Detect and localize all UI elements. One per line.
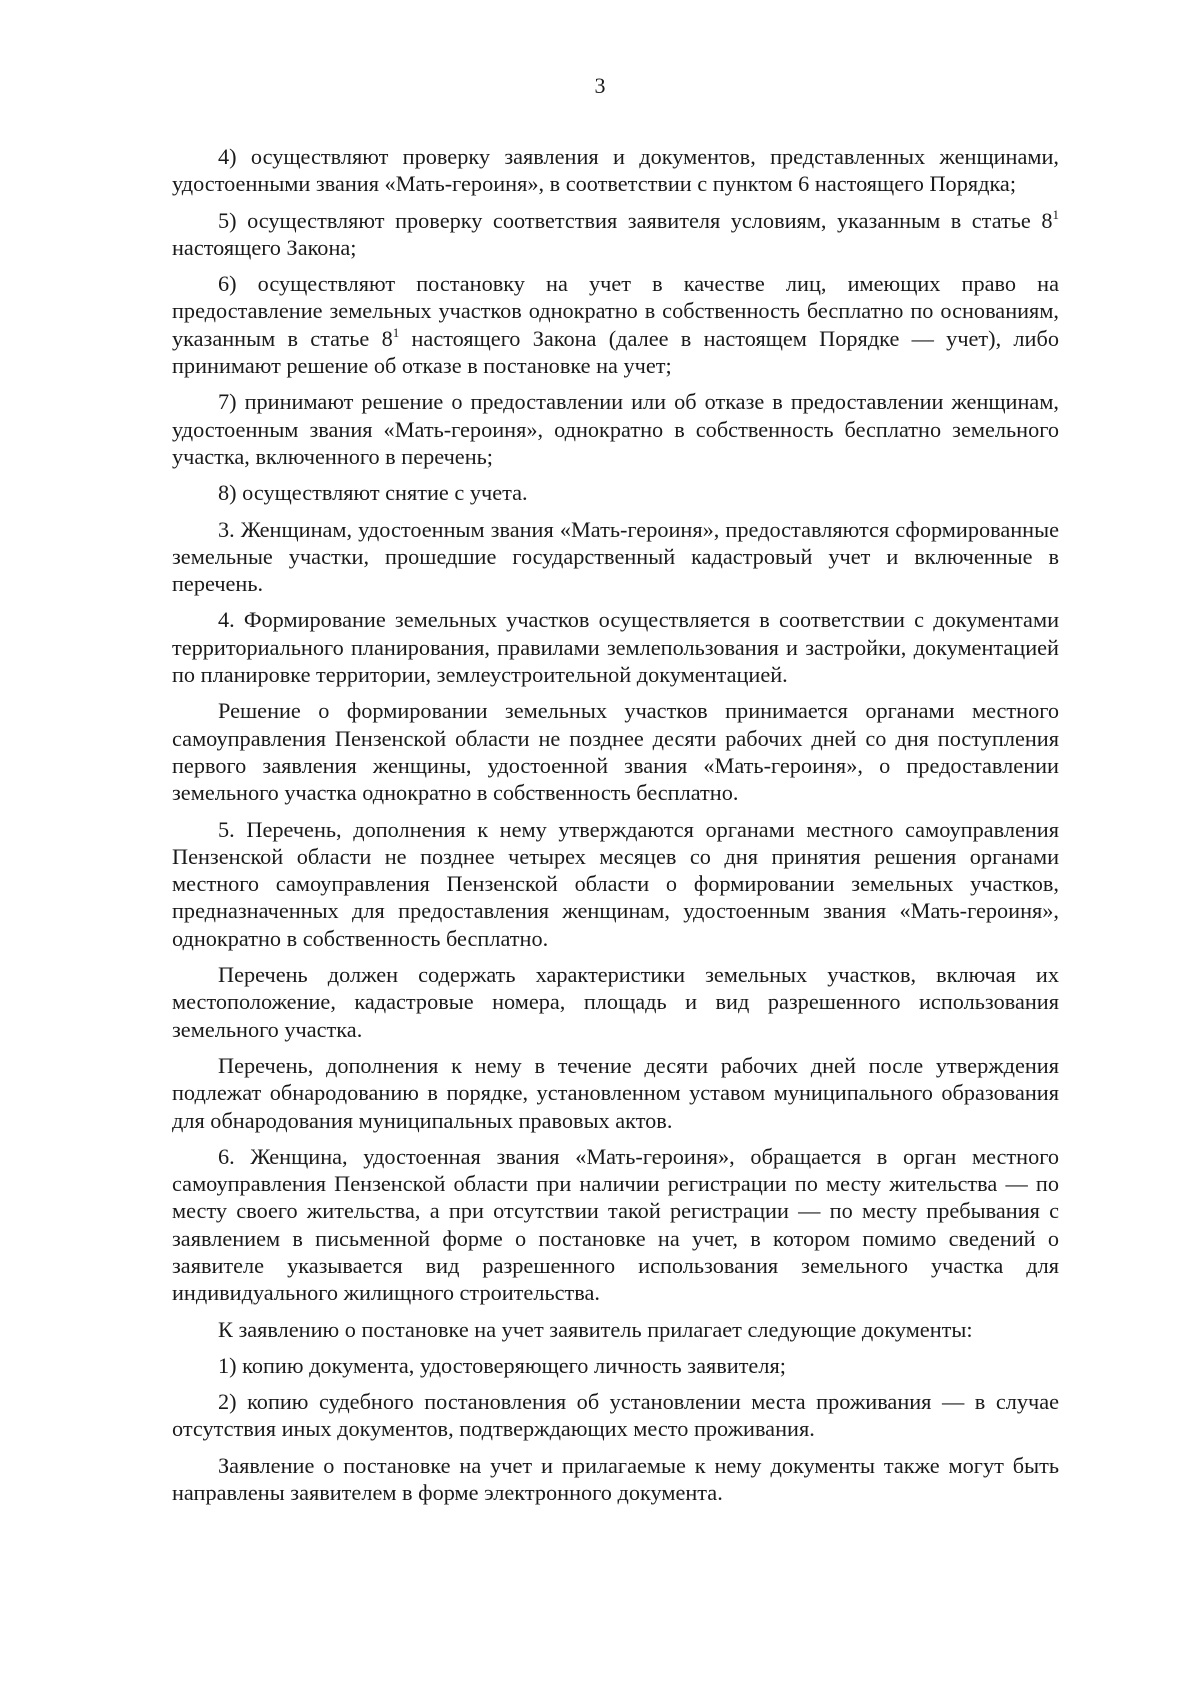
paragraph-text: 6) осуществляют постановку на учет в качестве лиц, имеющих право на предоставление земельных участков однократно в собственность бесплатно по основаниям, указанным в статье 8 bbox=[172, 271, 1059, 351]
paragraph-formation-decision: Решение о формировании земельных участков принимается органами местного самоуправления Пензенской области не позднее десяти рабочих дней со дня поступления первого заявления женщины, удостоенной звания «Мать-героиня», о предоставлении земельного участка однократно в собственность бесплатно. bbox=[172, 698, 1059, 806]
paragraph-attachment-2: 2) копию судебного постановления об установлении места проживания — в случае отсутствия иных документов, подтверждающих место проживания. bbox=[172, 1389, 1059, 1442]
paragraph-list-content: Перечень должен содержать характеристики земельных участков, включая их местоположение, кадастровые номера, площадь и вид разрешенного использования земельного участка. bbox=[172, 962, 1059, 1042]
paragraph-item-5 bbox=[172, 207, 1059, 262]
superscript: 1 bbox=[1052, 206, 1059, 222]
paragraph-section-4: 4. Формирование земельных участков осуществляется в соответствии с документами территориального планирования, правилами землепользования и застройки, документацией по планировке территории, землеустроительной документацией. bbox=[172, 607, 1059, 688]
paragraph-section-3: 3. Женщинам, удостоенным звания «Мать-героиня», предоставляются сформированные земельные участки, прошедшие государственный кадастровый учет и включенные в перечень. bbox=[172, 516, 1059, 597]
paragraph-list-publication: Перечень, дополнения к нему в течение десяти рабочих дней после утверждения подлежат обнародованию в порядке, установленном уставом муниципального образования для обнародования муниципальных правовых актов. bbox=[172, 1052, 1059, 1133]
paragraph-section-5: 5. Перечень, дополнения к нему утверждаются органами местного самоуправления Пензенской области не позднее четырех месяцев со дня принятия решения органами местного самоуправления Пензенской области о формировании земельных участков, предназначенных для предоставления женщинам, удостоенным звания «Мать-героиня», однократно в собственность бесплатно. bbox=[172, 816, 1059, 951]
paragraph-text: настоящего Закона; bbox=[172, 234, 357, 260]
paragraph-text: настоящего Закона (далее в настоящем Порядке — учет), либо принимают решение об отказе в постановке на учет; bbox=[172, 325, 1059, 379]
page-number: 3 bbox=[594, 73, 606, 98]
paragraph-electronic-submission: Заявление о постановке на учет и прилагаемые к нему документы также могут быть направлены заявителем в форме электронного документа. bbox=[172, 1452, 1059, 1506]
paragraph-item-7: 7) принимают решение о предоставлении или об отказе в предоставлении женщинам, удостоенным звания «Мать-героиня», однократно в собственность бесплатно земельного участка, включенного в перечень; bbox=[172, 389, 1059, 469]
superscript: 1 bbox=[392, 324, 400, 340]
document-body bbox=[172, 143, 1059, 1515]
paragraph-section-6: 6. Женщина, удостоенная звания «Мать-героиня», обращается в орган местного самоуправления Пензенской области при наличии регистрации по месту жительства — по месту своего жительства, а при отсутствии такой регистрации — по месту пребывания с заявлением в письменной форме о постановке на учет, в котором помимо сведений о заявителе указывается вид разрешенного использования земельного участка для индивидуального жилищного строительства. bbox=[172, 1143, 1059, 1306]
paragraph-item-8: 8) осуществляют снятие с учета. bbox=[218, 480, 528, 506]
paragraph-text: 5) осуществляют проверку соответствия заявителя условиям, указанным в статье 8 bbox=[218, 207, 1053, 233]
paragraph-item-4: 4) осуществляют проверку заявления и документов, представленных женщинами, удостоенными звания «Мать-героиня», в соответствии с пунктом 6 настоящего Порядка; bbox=[172, 144, 1059, 197]
paragraph-item-6 bbox=[172, 270, 1059, 379]
paragraph-attachments-intro: К заявлению о постановке на учет заявитель прилагает следующие документы: bbox=[218, 1316, 973, 1342]
paragraph-attachment-1: 1) копию документа, удостоверяющего личность заявителя; bbox=[218, 1352, 786, 1378]
